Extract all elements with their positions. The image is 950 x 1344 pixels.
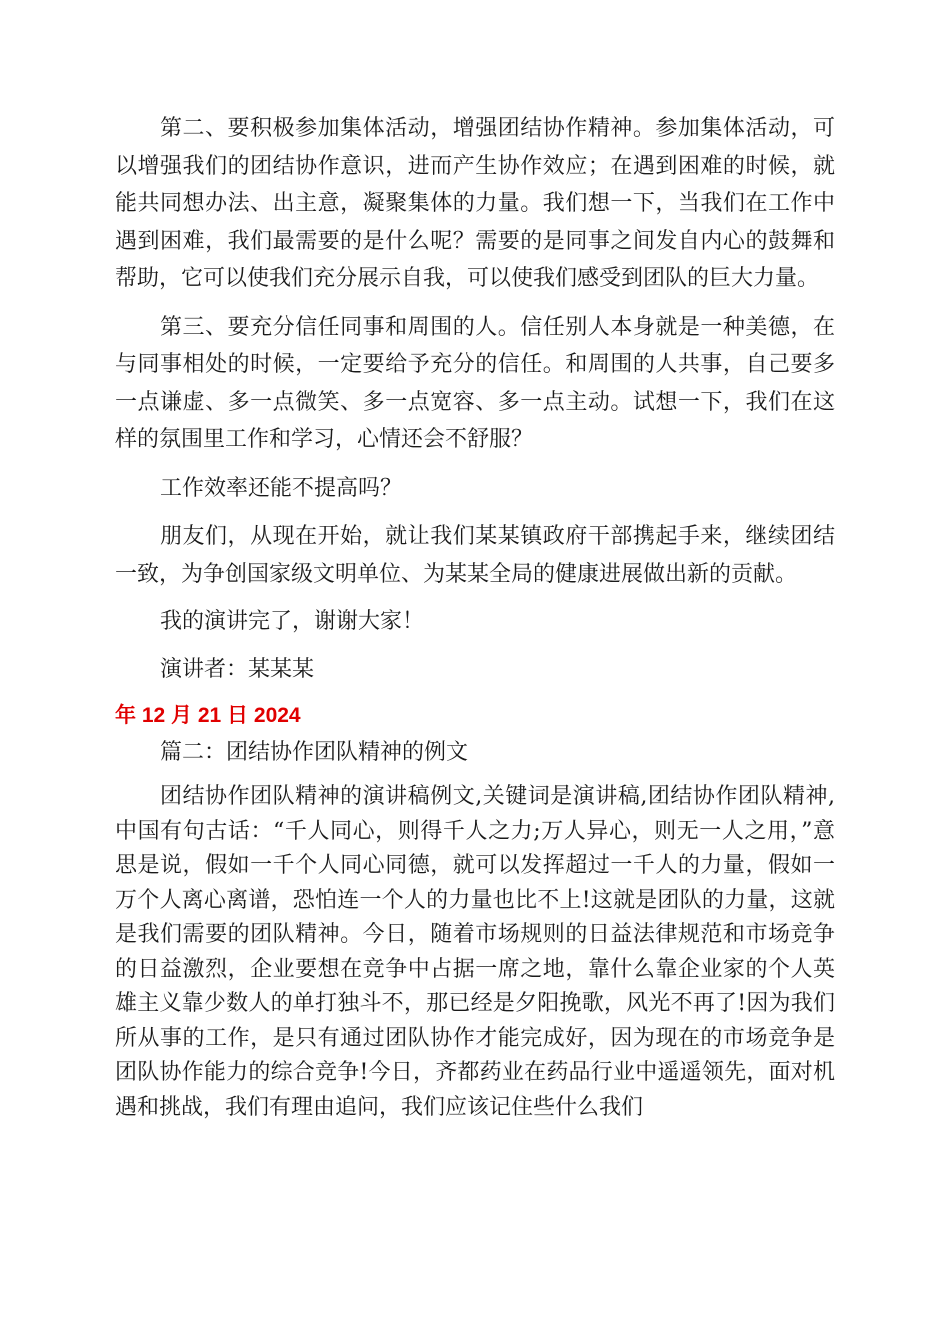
date-heading: 年 12 月 21 日 2024 [115,704,301,727]
paragraph-speaker: 演讲者：某某某 [160,656,315,682]
paragraph-teamwork-activities: 第二、要积极参加集体活动，增强团结协作精神。参加集体活动，可以增强我们的团结协作意识，进而产生协作效应；在遇到困难的时候，就能共同想办法、出主意，凝聚集体的力量。我们想一下，当我们在工作中遇到困难，我们最需要的是什么呢？需要的是同事之间发自内心的鼓舞和帮助，它可以使我们充分展示自我，可以使我们感受到团队的巨大力量。 [115,116,835,291]
document-page [115,110,835,1125]
section-title: 篇二：团结协作团队精神的例文 [160,740,469,765]
section-body: 团结协作团队精神的演讲稿例文,关键词是演讲稿,团结协作团队精神,中国有句古话：“千人同心，则得千人之力;万人异心，则无一人之用，”意思是说，假如一千个人同心同德，就可以发挥超过一千人的力量，假如一万个人离心离谱，恐怕连一个人的力量也比不上!这就是团队的力量，这就是我们需要的团队精神。今日，随着市场规则的日益法律规范和市场竞争的日益激烈，企业要想在竞争中占据一席之地，靠什么靠企业家的个人英雄主义靠少数人的单打独斗不，那已经是夕阳挽歌，风光不再了!因为我们所从事的工作，是只有通过团队协作才能完成好，因为现在的市场竞争是团队协作能力的综合竞争!今日，齐都药业在药品行业中遥遥领先，面对机遇和挑战，我们有理由追问，我们应该记住些什么我们 [115,784,835,1120]
paragraph-trust-colleagues: 第三、要充分信任同事和周围的人。信任别人本身就是一种美德，在与同事相处的时候，一定要给予充分的信任。和周围的人共事，自己要多一点谦虚、多一点微笑、多一点宽容、多一点主动。试想一下，我们在这样的氛围里工作和学习，心情还会不舒服？ [115,314,835,452]
paragraph-call-to-action: 朋友们，从现在开始，就让我们某某镇政府干部携起手来，继续团结一致，为争创国家级文明单位、为某某全局的健康进展做出新的贡献。 [115,524,835,587]
paragraph-efficiency-question: 工作效率还能不提高吗？ [160,475,403,501]
paragraph-closing: 我的演讲完了，谢谢大家！ [160,609,425,634]
